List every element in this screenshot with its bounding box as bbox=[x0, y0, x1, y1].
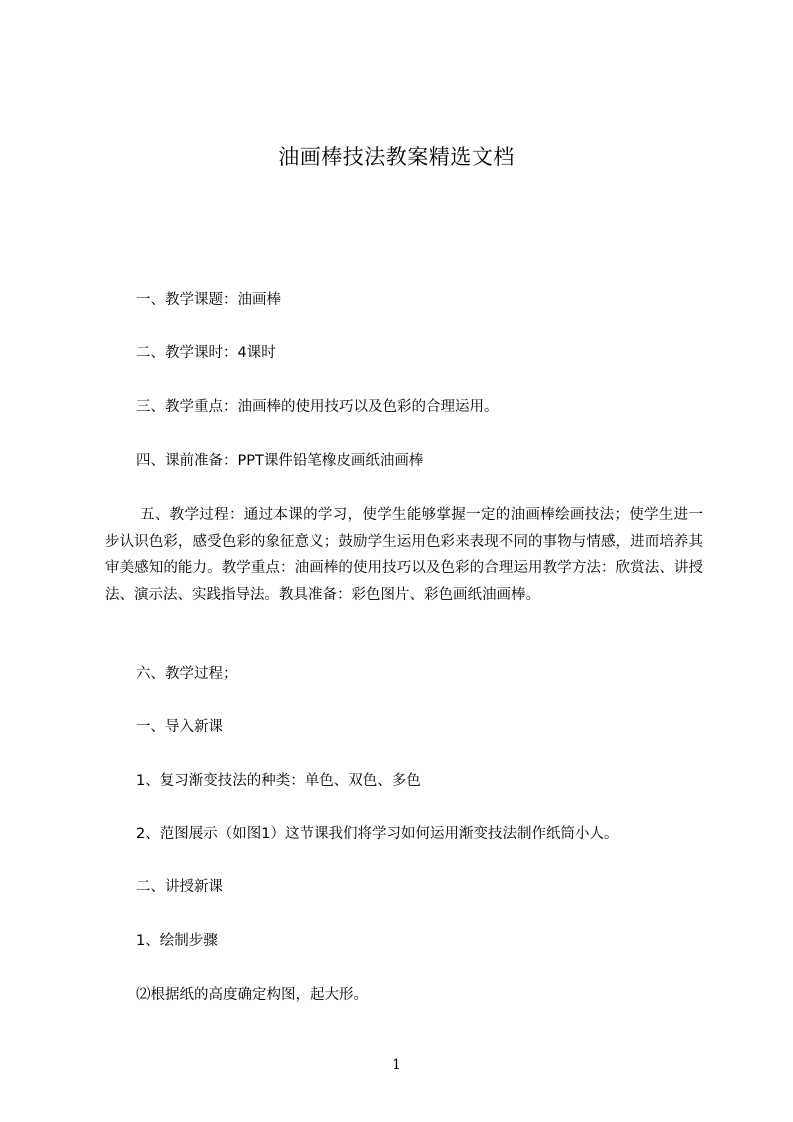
drawing-steps-heading: 1、绘制步骤 bbox=[136, 933, 218, 949]
review-gradient-line: 1、复习渐变技法的种类：单色、双色、多色 bbox=[136, 773, 421, 789]
lesson-preparation-line: 四、课前准备：PPT课件铅笔橡皮画纸油画棒 bbox=[136, 453, 424, 469]
lesson-topic-line: 一、教学课题：油画棒 bbox=[136, 292, 281, 308]
lesson-hours-line: 二、教学课时：4课时 bbox=[136, 345, 276, 361]
document-title: 油画棒技法教案精选文档 bbox=[278, 145, 515, 169]
teaching-process-paragraph: 五、教学过程：通过本课的学习，使学生能够掌握一定的油画棒绘画技法；使学生进一步认识色彩，感受色彩的象征意义；鼓励学生运用色彩来表现不同的事物与情感，进而培养其审美感知的能力。教学重点：油画棒的使用技巧以及色彩的合理运用教学方法：欣赏法、讲授法、演示法、实践指导法。教具准备：彩色图片、彩色画纸油画棒。 bbox=[105, 507, 703, 603]
page-number: 1 bbox=[392, 1057, 401, 1073]
lesson-focus-line: 三、教学重点：油画棒的使用技巧以及色彩的合理运用。 bbox=[136, 399, 499, 415]
composition-step-line: ⑵根据纸的高度确定构图，起大形。 bbox=[136, 987, 368, 1003]
section-introduction-heading: 一、导入新课 bbox=[136, 719, 223, 735]
teaching-process-heading: 六、教学过程； bbox=[136, 666, 238, 682]
example-display-line: 2、范图展示（如图1）这节课我们将学习如何运用渐变技法制作纸筒小人。 bbox=[136, 826, 619, 842]
section-new-lesson-heading: 二、讲授新课 bbox=[136, 879, 223, 895]
